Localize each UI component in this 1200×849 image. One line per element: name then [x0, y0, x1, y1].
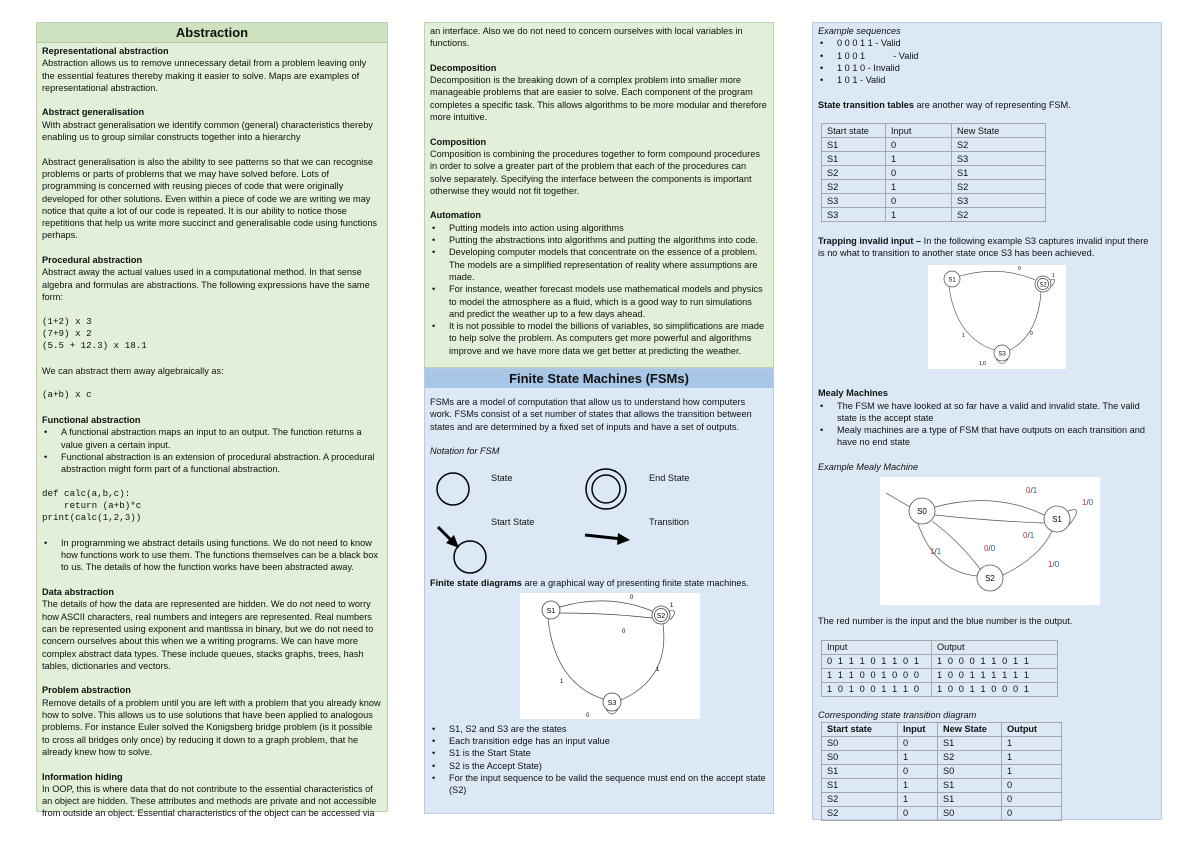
stt-intro [818, 99, 1155, 111]
auto-item: • For instance, weather forecast models use mathematical models and physics to model the atmosphere as a fluid, which is a good way to run simulations and predict the weather up to a few days ahead. [430, 283, 767, 320]
data-text: The details of how the data are represented are hidden. We do not need to worry how ASCII characters, real numbers and integers are represented. Real numbers can be represented using exponent and mantissa in binary, but we do not need to concern ourselves about this when we a writing programs. We can have more complex abstract data types. These include queues, stacks graphs, trees, hash tables, dictionaries and vectors. [42, 599, 374, 671]
table-row [822, 764, 1062, 778]
fsm-continued-panel [812, 22, 1162, 820]
state-label: S3 [607, 699, 617, 707]
input-value: 0 [1023, 531, 1028, 541]
rep-text: Abstraction allows us to remove unnecessary detail from a problem leaving only the essential features thereby making it easier to solve. Maps are examples of representational abstraction. [42, 58, 367, 93]
mealy-edge-label: 1/0 [1082, 498, 1094, 508]
mealy-diagram [818, 477, 1155, 609]
input-value: 0 [984, 544, 989, 554]
edge-label: 0 [622, 628, 626, 635]
output-value: 1 [936, 547, 942, 557]
state-label: S1 [546, 607, 556, 615]
corresponding-heading: Corresponding state transition diagram [818, 710, 977, 721]
edge-label: 0 [1030, 331, 1033, 338]
prob-text: Remove details of a problem until you are left with a problem that you already know how to solve. This allows us to use solutions that have been applied to analogous problems. For instance Euler solved the Konigsberg bridge problem (is it possible to cross all bridges only once) by reducing it down to a graph problem, that he already knew how to solve. [42, 697, 381, 757]
fsm-bullet: • S1, S2 and S3 are the states [430, 723, 767, 735]
table-cell: 0 [1002, 778, 1062, 792]
table-cell: 0 [898, 736, 938, 750]
gen-text-1: With abstract generalisation we identify common (general) characteristics thereby enabling us to group similar constructs together into a hierarchy [42, 119, 373, 143]
gen-text-2: Abstract generalisation is also the ability to see patterns so that we can recognise problems or parts of problems that we may have solved before. Lots of programming is concerned with reusing pieces of code that were originally developed for other solutions. Even within a piece of code we are writing we may notice that quite a lot of our code is repeated. It is our ability to notice those repetitions that help us write more succinct and generalisable code using functions perhaps. [42, 156, 378, 241]
table-cell: S3 [822, 194, 886, 208]
table-cell: 0 [886, 166, 952, 180]
auto-heading: Automation [430, 210, 482, 221]
sequence-item: • 0 0 0 1 1 - Valid [818, 37, 1155, 49]
table-row [822, 194, 1046, 208]
table-cell: S2 [822, 806, 898, 820]
edge-label: 1 [1052, 273, 1055, 280]
output-value: 0 [1088, 498, 1094, 508]
fsm-diagram-2 [818, 265, 1155, 373]
table-cell: 0 [898, 764, 938, 778]
label-start-state: Start State [491, 517, 535, 528]
table-row [822, 682, 1058, 696]
state-symbol [437, 473, 469, 505]
state-label: S1 [948, 277, 956, 284]
edge-label: 0 [586, 712, 590, 719]
table-header: New State [952, 124, 1046, 138]
state-label: S3 [998, 351, 1006, 358]
table-cell: S2 [822, 166, 886, 180]
gen-heading: Abstract generalisation [42, 107, 145, 118]
fsm-panel [424, 368, 774, 814]
fsm-intro: FSMs are a model of computation that allow us to understand how computers work. FSMs consist of a set number of states that allows the transition between states and are determined by a fixed set of inputs and have a set of outputs. [430, 397, 752, 432]
table-row [822, 152, 1046, 166]
func-heading: Functional abstraction [42, 414, 141, 425]
decomposition-panel [424, 22, 774, 368]
table-cell: S1 [938, 792, 1002, 806]
table-header: Input [822, 640, 932, 654]
fsm-diagram-1-svg [520, 593, 700, 719]
table-cell: S2 [952, 138, 1046, 152]
edge-label: 1 [560, 678, 564, 685]
mealy-diagram-svg [880, 477, 1100, 605]
table-row [822, 792, 1062, 806]
fsm-bullet: • S2 is the Accept State) [430, 760, 767, 772]
output-value: 1 [1029, 531, 1035, 541]
stt-intro-bold: State transition tables [818, 99, 914, 110]
proc-text: Abstract away the actual values used in a computational method. In that sense algebra and formulas are abstractions. The following expressions have the same form: [42, 267, 370, 302]
transition-arrow-line [585, 535, 622, 539]
table-cell: S2 [952, 208, 1046, 222]
state-label: S1 [1052, 515, 1062, 525]
notation-heading: Notation for FSM [430, 446, 500, 457]
table-cell: 1 0 0 1 1 0 0 0 1 [932, 682, 1058, 696]
table-row [822, 180, 1046, 194]
fsm-bullet: • S1 is the Start State [430, 747, 767, 759]
table-cell: S1 [822, 764, 898, 778]
table-cell: S3 [822, 208, 886, 222]
end-state-inner [592, 475, 620, 503]
label-state: State [491, 473, 513, 484]
table-cell: 1 [886, 180, 952, 194]
edge-label: 1 [962, 333, 965, 340]
table-cell: 1 [886, 152, 952, 166]
table-row [822, 806, 1062, 820]
edge-label: 1 [656, 666, 660, 673]
fsm-diagram-2-svg [928, 265, 1066, 369]
table-row [822, 208, 1046, 222]
auto-item: • Developing computer models that concentrate on the essence of a problem. The models are a simplified representation of reality where assumptions are made. [430, 246, 767, 283]
table-row [822, 166, 1046, 180]
decomp-text: Decomposition is the breaking down of a complex problem into smaller more manageable problems that are easier to solve. Each component of the program completes a specific task. This allows algorithms to be more modular and therefore more intuitive. [430, 75, 767, 123]
table-cell: 0 [1002, 806, 1062, 820]
table-row [822, 668, 1058, 682]
abstraction-title: Abstraction [37, 23, 387, 43]
auto-item: • Putting the abstractions into algorithms and putting the algorithms into code. [430, 234, 767, 246]
sequence-item: • 1 0 1 - Valid [818, 74, 1155, 86]
input-value: 0 [1026, 486, 1031, 496]
notation-svg [430, 457, 770, 577]
table-cell: S1 [822, 152, 886, 166]
cont-text: an interface. Also we do not need to concern ourselves with local variables in functions. [430, 26, 743, 49]
table-cell: 0 [898, 806, 938, 820]
table-cell: S3 [952, 194, 1046, 208]
sequence-item: • 1 0 0 1 - Valid [818, 50, 1155, 62]
trap-bold: Trapping invalid input – [818, 235, 922, 246]
table-header: Input [886, 124, 952, 138]
start-state-symbol [454, 541, 486, 573]
table-cell: 1 [898, 778, 938, 792]
state-label: S0 [917, 507, 927, 517]
diagram-intro-bold: Finite state diagrams [430, 578, 522, 589]
auto-item: • It is not possible to model the billions of variables, so simplifications are made to help solve the problem. As computers get more powerful and algorithms improve and we have more data we get better at predicting the weather. [430, 320, 767, 357]
input-output-table [821, 640, 1058, 697]
table-cell: S1 [822, 138, 886, 152]
table-cell: S0 [822, 736, 898, 750]
table-cell: 1 [1002, 764, 1062, 778]
trap-text [818, 235, 1155, 260]
mealy-edge-label: 0/1 [1023, 531, 1035, 541]
mealy-bullet: • The FSM we have looked at so far have a valid and invalid state. The valid state is the accept state [818, 400, 1155, 425]
info-text: In OOP, this is where data that do not contribute to the essential characteristics of an object are hidden. These attributes and methods are private and not accessible from outside an object. Essential characteristics of the object can be accessed via [42, 783, 377, 819]
edge-label: 0 [630, 594, 634, 601]
mealy-edge-label: 0/1 [1026, 486, 1038, 496]
func-bullet: • In programming we abstract details using functions. We do not need to know how functions work to use them. The functions themselves can be a black box to us. The details of how the function works have been abstracted away. [42, 537, 381, 574]
table-cell: S0 [938, 806, 1002, 820]
input-value: 1 [930, 547, 935, 557]
table-header: Start state [822, 124, 886, 138]
proc-code-2: (a+b) x c [42, 389, 92, 401]
table-cell: S2 [822, 792, 898, 806]
edge-label: 1,0 [979, 361, 986, 368]
table-cell: 1 0 0 1 1 1 1 1 1 [932, 668, 1058, 682]
output-value: 1 [1032, 486, 1038, 496]
mealy-heading: Mealy Machines [818, 388, 888, 399]
table-row [822, 778, 1062, 792]
table-header: Output [932, 640, 1058, 654]
mealy-bullet: • Mealy machines are a type of FSM that have outputs on each transition and have no end state [818, 424, 1155, 449]
func-bullet: • Functional abstraction is an extension of procedural abstraction. A procedural abstraction might form part of a functional abstraction. [42, 451, 381, 476]
table-cell: S1 [938, 736, 1002, 750]
table-header: Output [1002, 722, 1062, 736]
red-blue-note: The red number is the input and the blue number is the output. [818, 616, 1073, 627]
table-row [822, 736, 1062, 750]
rep-heading: Representational abstraction [42, 46, 169, 56]
prob-heading: Problem abstraction [42, 685, 131, 696]
func-bullet: • A functional abstraction maps an input to an output. The function returns a value given a certain input. [42, 426, 381, 451]
input-value: 1 [1082, 498, 1087, 508]
proc-heading: Procedural abstraction [42, 255, 143, 266]
input-value: 1 [1048, 560, 1053, 570]
edge-label: 0 [1018, 266, 1021, 273]
table-cell: 1 1 1 0 0 1 0 0 0 [822, 668, 932, 682]
mealy-example-heading: Example Mealy Machine [818, 462, 919, 473]
table-cell: 1 [898, 792, 938, 806]
table-row [822, 750, 1062, 764]
state-label: S2 [985, 574, 995, 584]
example-sequences-heading: Example sequences [818, 26, 901, 36]
table-row [822, 654, 1058, 668]
diagram-intro [430, 577, 767, 589]
table-header: New State [938, 722, 1002, 736]
fsm-diagram-1 [430, 593, 767, 719]
output-value: 0 [990, 544, 996, 554]
transition-arrow-head [617, 533, 630, 545]
data-heading: Data abstraction [42, 587, 114, 598]
table-cell: 1 [1002, 750, 1062, 764]
trap-rest: In the following example S3 captures invalid input there is no what to transition to another state once S3 has been achieved. [818, 235, 1149, 258]
table-cell: 1 [1002, 736, 1062, 750]
edge-label: 1 [670, 602, 674, 609]
mealy-edge-label: 1/0 [1048, 560, 1060, 570]
auto-item: • Putting models into action using algorithms [430, 222, 767, 234]
table-cell: S1 [822, 778, 898, 792]
sequence-item: • 1 0 1 0 - Invalid [818, 62, 1155, 74]
stt-intro-rest: are another way of representing FSM. [913, 99, 1071, 110]
table-cell: S0 [938, 764, 1002, 778]
table-cell: 0 [886, 138, 952, 152]
decomp-heading: Decomposition [430, 62, 497, 73]
table-cell: S1 [938, 778, 1002, 792]
table-cell: 1 0 1 0 0 1 1 1 0 [822, 682, 932, 696]
fsm-title: Finite State Machines (FSMs) [425, 369, 773, 388]
notation-legend [430, 457, 767, 577]
proc-code: (1+2) x 3 (7+9) x 2 (5.5 + 12.3) x 18.1 [42, 315, 147, 352]
state-transition-table [821, 123, 1046, 222]
comp-heading: Composition [430, 136, 487, 147]
table-cell: S2 [952, 180, 1046, 194]
label-transition: Transition [649, 517, 689, 528]
mealy-edge-label: 0/0 [984, 544, 996, 554]
table-cell: 1 0 0 0 1 1 0 1 1 [932, 654, 1058, 668]
table-cell: 0 [886, 194, 952, 208]
table-cell: S1 [952, 166, 1046, 180]
output-value: 0 [1054, 560, 1060, 570]
fsm-bullet: • Each transition edge has an input value [430, 735, 767, 747]
state-label: S2 [1039, 282, 1047, 289]
comp-text: Composition is combining the procedures together to form compound procedures in order to solve a greater part of the problem that each of the procedures can solve separately. Specifying the interface between the components is important otherwise they would not fit together. [430, 148, 760, 196]
table-cell: 0 [1002, 792, 1062, 806]
state-label: S2 [656, 612, 666, 620]
table-cell: S2 [822, 180, 886, 194]
label-end-state: End State [649, 473, 690, 484]
table-header: Start state [822, 722, 898, 736]
table-cell: 1 [898, 750, 938, 764]
table-cell: S2 [938, 750, 1002, 764]
table-cell: 1 [886, 208, 952, 222]
abstraction-panel [36, 22, 388, 819]
func-code: def calc(a,b,c): return (a+b)*c print(calc(1,2,3)) [42, 487, 142, 524]
info-heading: Information hiding [42, 771, 123, 782]
proc-text-2: We can abstract them away algebraically as: [42, 365, 224, 376]
mealy-edge-label: 1/1 [930, 547, 942, 557]
mealy-transition-table [821, 722, 1062, 821]
table-cell: S3 [952, 152, 1046, 166]
table-cell: S0 [822, 750, 898, 764]
table-header: Input [898, 722, 938, 736]
table-row [822, 138, 1046, 152]
diagram-intro-rest: are a graphical way of presenting finite state machines. [521, 578, 749, 589]
fsm-bullet: • For the input sequence to be valid the sequence must end on the accept state (S2) [430, 772, 767, 797]
table-cell: 0 1 1 1 0 1 1 0 1 [822, 654, 932, 668]
